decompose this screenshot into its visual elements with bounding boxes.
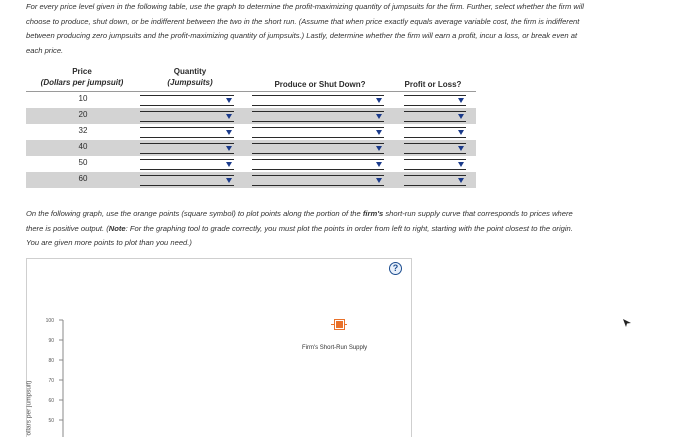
chevron-down-icon <box>226 98 232 103</box>
chevron-down-icon <box>376 130 382 135</box>
quantity-dropdown[interactable] <box>140 111 234 122</box>
graph-instructions <box>26 207 586 251</box>
chevron-down-icon <box>226 162 232 167</box>
produce-dropdown[interactable] <box>252 159 384 170</box>
instructions-bold2: Note <box>108 223 126 233</box>
chevron-down-icon <box>226 178 232 183</box>
header-quantity <box>140 66 240 88</box>
chevron-down-icon <box>458 114 464 119</box>
header-produce: Produce or Shut Down? <box>274 80 366 89</box>
y-tick-label: 90 <box>48 338 54 344</box>
produce-dropdown[interactable] <box>252 175 384 186</box>
chevron-down-icon <box>376 162 382 167</box>
quantity-dropdown[interactable] <box>140 159 234 170</box>
table-row <box>26 156 476 172</box>
chevron-down-icon <box>458 98 464 103</box>
y-tick-label: 60 <box>48 398 54 404</box>
chevron-down-icon <box>226 114 232 119</box>
cursor-icon <box>622 318 632 328</box>
price-cell: 32 <box>78 126 88 135</box>
instructions-part3: : For the graphing tool to grade correctly, you must plot the points in order from left to right, starting with the point closest to the origin. You are given more points to plot than you need.) <box>26 223 573 247</box>
quantity-dropdown[interactable] <box>140 95 234 106</box>
legend-label: Firm's Short-Run Supply <box>302 345 368 351</box>
instructions-bold1: firm's <box>362 209 384 218</box>
quantity-dropdown[interactable] <box>140 143 234 154</box>
header-price <box>26 66 138 88</box>
produce-dropdown[interactable] <box>252 111 384 122</box>
profit-dropdown[interactable] <box>404 111 466 122</box>
produce-dropdown[interactable] <box>252 143 384 154</box>
price-cell: 10 <box>78 94 88 103</box>
table-row <box>26 140 476 156</box>
price-cell: 20 <box>78 110 88 119</box>
header-profit: Profit or Loss? <box>404 80 462 89</box>
price-cell: 50 <box>78 158 88 167</box>
produce-dropdown[interactable] <box>252 127 384 138</box>
price-cell: 60 <box>78 174 88 183</box>
chevron-down-icon <box>458 146 464 151</box>
header-price-unit: (Dollars per jumpsuit) <box>40 78 124 87</box>
y-tick-label: 80 <box>48 358 54 364</box>
instructions-intro: For every price level given in the following table, use the graph to determine the profit-maximizing quantity of jumpsuits for the firm. Further, select whether the firm will choose to produce, shut down, or be indifferent between the two in the short run. (Assume that when price exactly equals average variable cost, the firm is indifferent between producing zero jumpsuits and the profit-maximizing quantity of jumpsuits.) Lastly, determine whether the firm will earn a profit, incur a loss, or break even at each price. <box>26 2 584 55</box>
table-row <box>26 92 476 108</box>
orange-square-point-tool[interactable] <box>335 320 344 329</box>
y-axis-label: ollars per jumpsuit) <box>25 380 33 436</box>
help-icon[interactable]: ? <box>389 262 402 275</box>
table-row <box>26 124 476 140</box>
table-row <box>26 172 476 188</box>
header-price-label: Price <box>72 67 92 76</box>
y-tick-label: 50 <box>48 418 54 424</box>
chevron-down-icon <box>376 98 382 103</box>
instructions-part1: On the following graph, use the orange points (square symbol) to plot points along the portion of the <box>26 209 363 218</box>
chevron-down-icon <box>376 114 382 119</box>
chevron-down-icon <box>458 162 464 167</box>
table-row <box>26 108 476 124</box>
quantity-dropdown[interactable] <box>140 175 234 186</box>
chevron-down-icon <box>458 178 464 183</box>
header-quantity-unit: (Jumpsuits) <box>167 78 213 87</box>
chevron-down-icon <box>376 178 382 183</box>
quantity-dropdown[interactable] <box>140 127 234 138</box>
instructions-part2: short-run supply curve that corresponds to prices where there is positive output. ( <box>26 209 573 233</box>
y-tick-label: 70 <box>48 378 54 384</box>
price-quantity-table <box>26 64 476 188</box>
chevron-down-icon <box>458 130 464 135</box>
header-quantity-label: Quantity <box>173 67 207 76</box>
profit-dropdown[interactable] <box>404 143 466 154</box>
chevron-down-icon <box>226 130 232 135</box>
y-axis-ticks <box>46 318 63 424</box>
profit-dropdown[interactable] <box>404 159 466 170</box>
chevron-down-icon <box>376 146 382 151</box>
y-tick-label: 100 <box>45 318 54 324</box>
profit-dropdown[interactable] <box>404 127 466 138</box>
price-cell: 40 <box>78 142 88 151</box>
profit-dropdown[interactable] <box>404 95 466 106</box>
produce-dropdown[interactable] <box>252 95 384 106</box>
chevron-down-icon <box>226 146 232 151</box>
profit-dropdown[interactable] <box>404 175 466 186</box>
